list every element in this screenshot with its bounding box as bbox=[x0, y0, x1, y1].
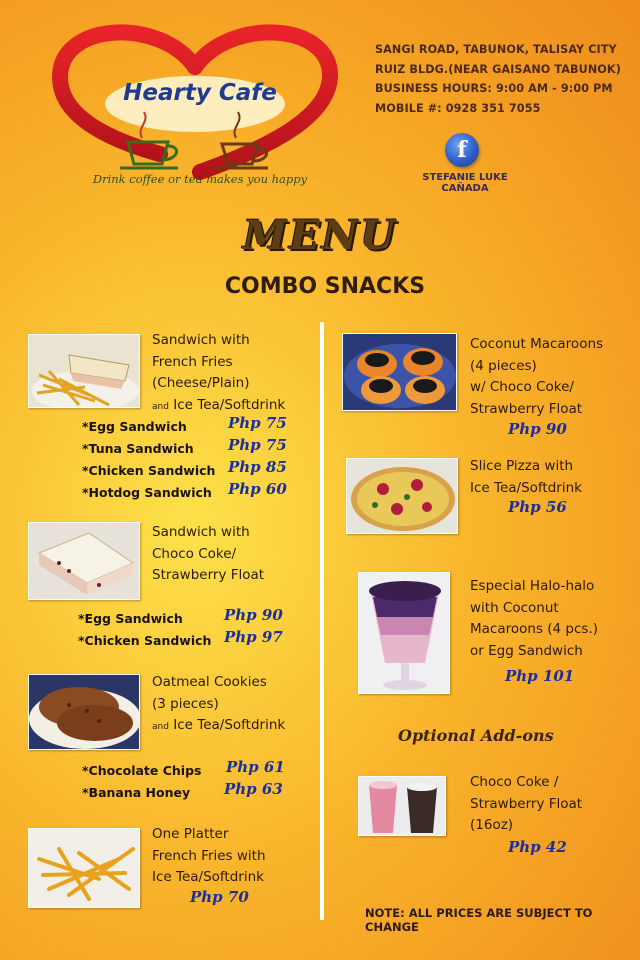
halo-halo-photo bbox=[358, 572, 450, 694]
contact-info bbox=[375, 40, 630, 118]
desc-line: w/ Choco Coke/ bbox=[470, 379, 574, 395]
desc-line: Ice Tea/Softdrink bbox=[173, 396, 286, 413]
hearty-cafe-logo bbox=[50, 22, 340, 192]
desc-line: Slice Pizza with bbox=[470, 458, 574, 474]
desc-line: One Platter bbox=[152, 826, 229, 842]
menu-title: MENU bbox=[242, 212, 398, 259]
item-name: *Tuna Sandwich bbox=[82, 441, 194, 456]
desc-line: Especial Halo-halo bbox=[470, 578, 595, 594]
column-divider bbox=[320, 322, 324, 920]
section-title: COMBO SNACKS bbox=[224, 274, 426, 299]
desc-line: French Fries with bbox=[152, 847, 266, 864]
list-item bbox=[82, 482, 312, 504]
combo-macaroons-price: Php 90 bbox=[508, 420, 567, 438]
address-line-1: SANGI ROAD, TABUNOK, TALISAY CITY bbox=[375, 43, 617, 56]
combo-sandwich-float-items bbox=[78, 608, 313, 652]
slice-pizza-photo bbox=[346, 458, 458, 534]
heart-logo-icon bbox=[50, 22, 340, 192]
facebook-icon[interactable]: f bbox=[445, 133, 479, 167]
french-fries-photo bbox=[28, 828, 140, 908]
combo-fries-platter-desc bbox=[152, 824, 317, 889]
combo-fries-platter-price: Php 70 bbox=[190, 888, 249, 906]
coconut-macaroons-photo bbox=[342, 333, 457, 411]
combo-sandwich-float-desc bbox=[152, 522, 317, 587]
desc-line: Choco Coke / bbox=[470, 774, 559, 790]
item-price: Php 85 bbox=[228, 458, 287, 476]
desc-line: with Coconut bbox=[470, 599, 559, 616]
item-price: Php 90 bbox=[224, 606, 283, 624]
combo-macaroons-desc bbox=[470, 334, 640, 420]
desc-and: and bbox=[152, 722, 169, 732]
list-item bbox=[78, 608, 313, 630]
desc-line: Coconut Macaroons bbox=[470, 336, 604, 352]
desc-line: Choco Coke/ bbox=[152, 545, 237, 562]
addon-floats-price: Php 42 bbox=[508, 838, 567, 856]
desc-line: Sandwich with bbox=[152, 332, 250, 348]
desc-line: Strawberry Float bbox=[470, 400, 583, 417]
desc-line: (16oz) bbox=[470, 817, 514, 833]
price-note: NOTE: ALL PRICES ARE SUBJECT TO CHANGE bbox=[365, 906, 593, 934]
mobile-number: MOBILE #: 0928 351 7055 bbox=[375, 101, 541, 115]
list-item bbox=[82, 760, 312, 782]
logo-name: Hearty Cafe bbox=[123, 80, 277, 106]
item-price: Php 97 bbox=[224, 628, 283, 646]
sandwich-fries-photo bbox=[28, 334, 140, 408]
desc-and: and bbox=[152, 401, 169, 412]
desc-line: (4 pieces) bbox=[470, 357, 537, 374]
facebook-name[interactable]: STEFANIE LUKE CAÑADA bbox=[422, 172, 508, 194]
list-item bbox=[78, 630, 313, 652]
item-name: *Chicken Sandwich bbox=[82, 463, 216, 478]
logo-tagline: Drink coffee or tea makes you happy bbox=[92, 172, 308, 186]
desc-line: Sandwich with bbox=[152, 524, 250, 540]
item-name: *Banana Honey bbox=[82, 785, 191, 800]
item-price: Php 60 bbox=[228, 480, 287, 498]
combo-pizza-desc bbox=[470, 456, 640, 499]
address-line-2: RUIZ BLDG.(NEAR GAISANO TABUNOK) bbox=[375, 62, 621, 76]
combo-halo-halo-desc bbox=[470, 576, 640, 662]
desc-line: French Fries bbox=[152, 353, 233, 370]
item-price: Php 63 bbox=[224, 780, 283, 798]
desc-line: Strawberry Float bbox=[470, 795, 583, 812]
combo-halo-halo-price: Php 101 bbox=[505, 667, 575, 685]
desc-line: (3 pieces) bbox=[152, 695, 219, 712]
desc-line: Ice Tea/Softdrink bbox=[152, 869, 264, 885]
item-name: *Egg Sandwich bbox=[78, 611, 183, 626]
desc-line: (Cheese/Plain) bbox=[152, 375, 250, 391]
item-price: Php 75 bbox=[228, 414, 287, 432]
item-name: *Chocolate Chips bbox=[82, 763, 202, 778]
floats-photo bbox=[358, 776, 446, 836]
list-item bbox=[82, 782, 312, 804]
oatmeal-cookies-photo bbox=[28, 674, 140, 750]
item-name: *Hotdog Sandwich bbox=[82, 485, 212, 500]
desc-line: Oatmeal Cookies bbox=[152, 674, 267, 690]
combo-oatmeal-desc bbox=[152, 672, 317, 739]
addon-floats-desc bbox=[470, 772, 640, 837]
item-name: *Chicken Sandwich bbox=[78, 633, 212, 648]
addons-title: Optional Add-ons bbox=[398, 726, 554, 745]
desc-line: or Egg Sandwich bbox=[470, 642, 583, 659]
list-item bbox=[82, 460, 312, 482]
desc-line: Macaroons (4 pcs.) bbox=[470, 621, 598, 637]
desc-line: Ice Tea/Softdrink bbox=[470, 479, 582, 496]
desc-line: Ice Tea/Softdrink bbox=[173, 717, 286, 733]
list-item bbox=[82, 438, 312, 460]
combo-pizza-price: Php 56 bbox=[508, 498, 567, 516]
sandwich-float-photo bbox=[28, 522, 140, 600]
item-price: Php 75 bbox=[228, 436, 287, 454]
business-hours: BUSINESS HOURS: 9:00 AM - 9:00 PM bbox=[375, 82, 613, 95]
item-price: Php 61 bbox=[226, 758, 285, 776]
item-name: *Egg Sandwich bbox=[82, 419, 187, 434]
combo-oatmeal-items bbox=[82, 760, 312, 804]
combo-sandwich-fries-items bbox=[82, 416, 312, 504]
desc-line: Strawberry Float bbox=[152, 567, 265, 583]
list-item bbox=[82, 416, 312, 438]
combo-sandwich-fries-desc bbox=[152, 330, 317, 418]
